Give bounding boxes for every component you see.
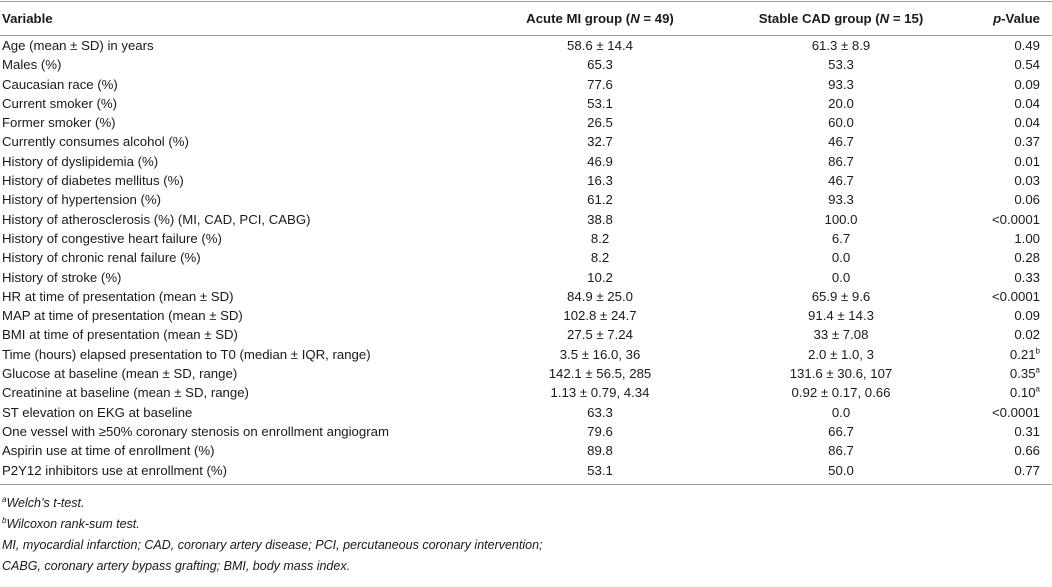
cell-p-value xyxy=(952,268,1052,287)
table-row xyxy=(0,248,1052,267)
cell-acute-mi: 3.5 ± 16.0, 36 xyxy=(559,346,641,362)
cell-stable-cad: 0.0 xyxy=(831,404,851,420)
cell-acute-mi: 8.2 xyxy=(590,230,610,246)
cell-acute-mi: 1.13 ± 0.79, 4.34 xyxy=(550,385,650,401)
cell-variable: Currently consumes alcohol (%) xyxy=(2,134,189,150)
cell-stable-cad: 86.7 xyxy=(828,443,854,459)
cell-variable: Glucose at baseline (mean ± SD, range) xyxy=(2,366,238,382)
p-value-text: 1.00 xyxy=(1014,230,1040,246)
cell-stable-cad: 6.7 xyxy=(831,230,851,246)
table-row xyxy=(0,113,1052,132)
cell-p-value xyxy=(952,94,1052,113)
cell-p-value xyxy=(952,441,1052,460)
cell-p-value xyxy=(952,364,1052,383)
cell-variable: History of stroke (%) xyxy=(2,269,122,285)
cell-stable-cad: 46.7 xyxy=(828,173,854,189)
cell-acute-mi: 102.8 ± 24.7 xyxy=(563,308,637,324)
p-value-text: 0.33 xyxy=(1014,269,1040,285)
footnote-text: CABG, coronary artery bypass grafting; BMI, body mass index. xyxy=(2,559,351,574)
cell-variable: History of hypertension (%) xyxy=(2,192,162,208)
table-row xyxy=(0,383,1052,402)
cell-variable: History of chronic renal failure (%) xyxy=(2,250,201,266)
p-value-text: 0.01 xyxy=(1014,153,1040,169)
cell-acute-mi: 32.7 xyxy=(587,134,613,150)
cell-stable-cad: 61.3 ± 8.9 xyxy=(811,38,871,53)
cell-p-value xyxy=(952,287,1052,306)
cell-p-value xyxy=(952,75,1052,94)
footnote-marker: b xyxy=(1035,346,1040,356)
table-row xyxy=(0,210,1052,229)
p-value-text: 0.02 xyxy=(1014,327,1040,343)
cell-p-value xyxy=(952,171,1052,190)
p-value-text: 0.37 xyxy=(1014,134,1040,150)
cell-acute-mi: 77.6 xyxy=(587,76,613,92)
cell-p-value xyxy=(952,403,1052,422)
cell-stable-cad: 60.0 xyxy=(828,115,854,131)
p-value-text: 0.09 xyxy=(1014,308,1040,324)
p-value-text: 0.35 xyxy=(1009,366,1036,382)
p-value-text: 0.04 xyxy=(1014,95,1040,111)
footnote-line xyxy=(2,493,1052,514)
footnote-text: Welch’s t-test. xyxy=(6,495,85,510)
table-row xyxy=(0,36,1052,56)
cell-variable: Creatinine at baseline (mean ± SD, range) xyxy=(2,385,249,401)
cell-stable-cad: 0.0 xyxy=(831,269,851,285)
cell-acute-mi: 38.8 xyxy=(587,211,613,227)
footnote-marker: a xyxy=(2,494,7,504)
cell-stable-cad: 2.0 ± 1.0, 3 xyxy=(808,346,874,362)
cell-p-value xyxy=(952,422,1052,441)
cell-acute-mi: 46.9 xyxy=(587,153,613,169)
cell-variable: One vessel with ≥50% coronary stenosis on enrollment angiogram xyxy=(2,423,389,439)
cell-variable: BMI at time of presentation (mean ± SD) xyxy=(2,327,238,343)
footnote-marker: a xyxy=(1035,384,1040,394)
table-row xyxy=(0,75,1052,94)
cell-p-value xyxy=(952,132,1052,151)
cell-p-value xyxy=(952,383,1052,402)
table-row xyxy=(0,268,1052,287)
p-value-text: 0.03 xyxy=(1014,173,1040,189)
cell-acute-mi: 16.3 xyxy=(587,173,613,189)
header-stable-cad: Stable CAD group (N = 15) xyxy=(730,2,952,36)
p-value-text: 0.49 xyxy=(1014,38,1040,53)
footnote-marker: a xyxy=(1035,365,1040,375)
cell-acute-mi: 79.6 xyxy=(587,423,613,439)
cell-acute-mi: 65.3 xyxy=(587,57,613,73)
cell-p-value xyxy=(952,345,1052,364)
p-value-text: 0.06 xyxy=(1014,192,1040,208)
cell-variable: Males (%) xyxy=(2,57,62,73)
cell-variable: Current smoker (%) xyxy=(2,95,118,111)
p-value-text: 0.77 xyxy=(1014,462,1040,478)
cell-acute-mi: 58.6 ± 14.4 xyxy=(567,38,633,53)
cell-variable: MAP at time of presentation (mean ± SD) xyxy=(2,308,243,324)
table-body xyxy=(0,36,1052,485)
cell-stable-cad: 93.3 xyxy=(828,76,854,92)
p-value-text: 0.04 xyxy=(1014,115,1040,131)
cell-p-value xyxy=(952,461,1052,485)
table-row xyxy=(0,94,1052,113)
table-row xyxy=(0,190,1052,209)
footnote-text: MI, myocardial infarction; CAD, coronary artery disease; PCI, percutaneous coronary intervention; xyxy=(2,538,543,553)
table-row xyxy=(0,325,1052,344)
cell-stable-cad: 86.7 xyxy=(828,153,854,169)
cell-stable-cad: 20.0 xyxy=(828,95,854,111)
p-value-text: 0.21 xyxy=(1009,346,1036,362)
cell-variable: Time (hours) elapsed presentation to T0 (median ± IQR, range) xyxy=(2,346,371,362)
cell-p-value xyxy=(952,325,1052,344)
table-row xyxy=(0,229,1052,248)
cell-p-value xyxy=(952,306,1052,325)
cell-variable: HR at time of presentation (mean ± SD) xyxy=(2,288,234,304)
cell-acute-mi: 84.9 ± 25.0 xyxy=(567,288,633,304)
footnote-line xyxy=(2,556,1052,577)
cell-p-value xyxy=(952,229,1052,248)
cell-stable-cad: 0.92 ± 0.17, 0.66 xyxy=(791,385,891,401)
cell-variable: Age (mean ± SD) in years xyxy=(2,38,154,53)
cell-variable: ST elevation on EKG at baseline xyxy=(2,404,193,420)
p-value-text: 0.54 xyxy=(1014,57,1040,73)
cell-acute-mi: 27.5 ± 7.24 xyxy=(567,327,633,343)
cell-acute-mi: 10.2 xyxy=(587,269,613,285)
cell-acute-mi: 8.2 xyxy=(590,250,610,266)
p-value-text: 0.31 xyxy=(1014,423,1040,439)
cell-acute-mi: 53.1 xyxy=(470,461,730,485)
p-value-text: <0.0001 xyxy=(991,404,1040,420)
table-row xyxy=(0,422,1052,441)
cell-stable-cad: 66.7 xyxy=(828,423,854,439)
cell-variable: History of congestive heart failure (%) xyxy=(2,230,222,246)
table-row xyxy=(0,287,1052,306)
p-value-text: 0.10 xyxy=(1009,385,1036,401)
cell-variable: P2Y12 inhibitors use at enrollment (%) xyxy=(0,461,470,485)
cell-acute-mi: 26.5 xyxy=(587,115,613,131)
table-row xyxy=(0,171,1052,190)
cell-stable-cad: 91.4 ± 14.3 xyxy=(808,308,874,324)
cell-variable: History of diabetes mellitus (%) xyxy=(2,173,184,189)
footnote-line xyxy=(2,535,1052,556)
footnotes xyxy=(0,493,1052,578)
cell-variable: Former smoker (%) xyxy=(2,115,116,131)
cell-stable-cad: 33 ± 7.08 xyxy=(813,327,869,343)
cell-variable: Caucasian race (%) xyxy=(2,76,118,92)
p-value-text: 0.28 xyxy=(1014,250,1040,266)
cell-acute-mi: 89.8 xyxy=(587,443,613,459)
table-row xyxy=(0,152,1052,171)
cell-acute-mi: 63.3 xyxy=(587,404,613,420)
cell-acute-mi: 53.1 xyxy=(587,95,613,111)
table-row xyxy=(0,461,1052,485)
footnote-marker: b xyxy=(2,515,7,525)
cell-p-value xyxy=(952,152,1052,171)
header-acute-mi: Acute MI group (N = 49) xyxy=(470,2,730,36)
cell-stable-cad: 93.3 xyxy=(828,192,854,208)
cell-variable: History of dyslipidemia (%) xyxy=(2,153,159,169)
footnote-line xyxy=(2,514,1052,535)
cell-variable: History of atherosclerosis (%) (MI, CAD, PCI, CABG) xyxy=(2,211,311,227)
cell-p-value xyxy=(952,36,1052,56)
header-p-value: p-Value xyxy=(952,2,1052,36)
table-row xyxy=(0,441,1052,460)
p-value-text: 0.09 xyxy=(1014,76,1040,92)
cell-stable-cad: 53.3 xyxy=(828,57,854,73)
cell-p-value xyxy=(952,55,1052,74)
table-row xyxy=(0,345,1052,364)
cell-stable-cad: 131.6 ± 30.6, 107 xyxy=(789,366,893,382)
cell-stable-cad: 46.7 xyxy=(828,134,854,150)
table-row xyxy=(0,55,1052,74)
table-row xyxy=(0,403,1052,422)
cell-acute-mi: 61.2 xyxy=(587,192,613,208)
cell-stable-cad: 100.0 xyxy=(824,211,858,227)
cell-p-value xyxy=(952,248,1052,267)
cell-stable-cad: 65.9 ± 9.6 xyxy=(811,288,871,304)
table-row xyxy=(0,132,1052,151)
cell-acute-mi: 142.1 ± 56.5, 285 xyxy=(548,366,652,382)
footnote-text: Wilcoxon rank-sum test. xyxy=(6,517,140,532)
cell-p-value xyxy=(952,190,1052,209)
p-value-text: <0.0001 xyxy=(991,211,1040,227)
table-row xyxy=(0,364,1052,383)
cell-p-value xyxy=(952,113,1052,132)
header-row xyxy=(0,2,1052,36)
patient-characteristics-table xyxy=(0,1,1052,485)
p-value-text: 0.66 xyxy=(1014,443,1040,459)
table-row xyxy=(0,306,1052,325)
cell-stable-cad: 50.0 xyxy=(730,461,952,485)
p-value-text: <0.0001 xyxy=(991,288,1040,304)
header-variable: Variable xyxy=(0,2,470,36)
cell-p-value xyxy=(952,210,1052,229)
cell-variable: Aspirin use at time of enrollment (%) xyxy=(2,443,215,459)
cell-stable-cad: 0.0 xyxy=(831,250,851,266)
